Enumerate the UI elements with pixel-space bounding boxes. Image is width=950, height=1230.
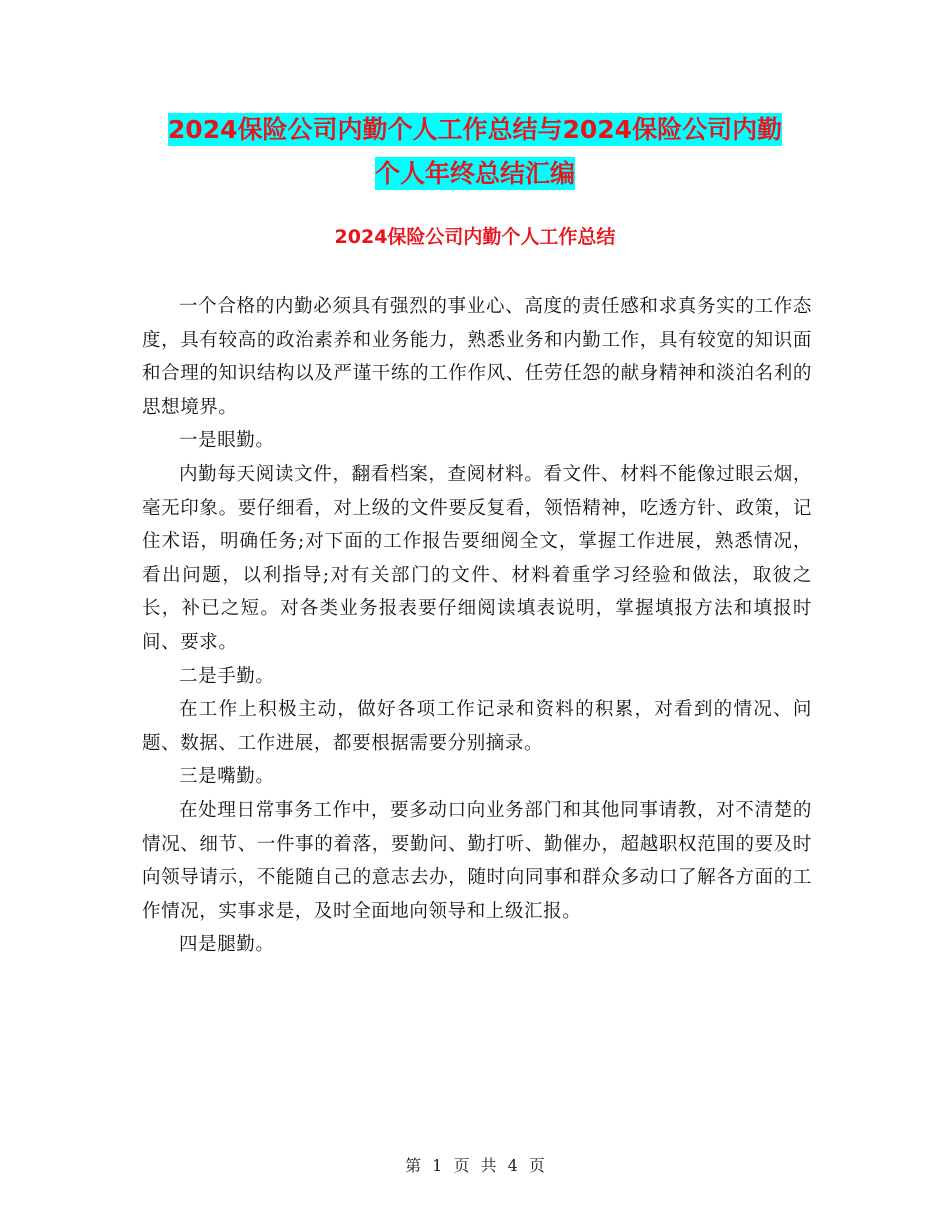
paragraph-heading-legs: 四是腿勤。 bbox=[179, 934, 275, 956]
paragraph-intro: 一个合格的内勤必须具有强烈的事业心、高度的责任感和求真务实的工作态度，具有较高的政治素养和业务能力，熟悉业务和内勤工作，具有较宽的知识面和合理的知识结构以及严谨干练的工作作风、任劳任怨的献身精神和淡泊名利的思想境界。 bbox=[142, 296, 812, 418]
section-heading: 2024保险公司内勤个人工作总结 bbox=[334, 226, 616, 248]
paragraph-heading-mouth: 三是嘴勤。 bbox=[179, 766, 275, 788]
document-title-line1: 2024保险公司内勤个人工作总结与2024保险公司内勤 bbox=[167, 115, 783, 144]
document-title-line2: 个人年终总结汇编 bbox=[374, 159, 575, 188]
page-number-footer: 第 1 页 共 4 页 bbox=[405, 1156, 545, 1175]
paragraph-mouth: 在处理日常事务工作中，要多动口向业务部门和其他同事请教，对不清楚的情况、细节、一件事的着落，要勤问、勤打听、勤催办，超越职权范围的要及时向领导请示，不能随自己的意志去办，随时向同事和群众多动口了解各方面的工作情况，实事求是，及时全面地向领导和上级汇报。 bbox=[142, 799, 812, 922]
document-title bbox=[0, 108, 950, 196]
document-body bbox=[142, 290, 812, 962]
paragraph-eyes: 内勤每天阅读文件，翻看档案，查阅材料。看文件、材料不能像过眼云烟，毫无印象。要仔细看，对上级的文件要反复看，领悟精神，吃透方针、政策，记住术语，明确任务;对下面的工作报告要细阅全文，掌握工作进展，熟悉情况，看出问题，以利指导;对有关部门的文件、材料着重学习经验和做法，取彼之长，补已之短。对各类业务报表要仔细阅读填表说明，掌握填报方法和填报时间、要求。 bbox=[142, 463, 812, 653]
paragraph-heading-hands: 二是手勤。 bbox=[179, 665, 275, 687]
paragraph-hands: 在工作上积极主动，做好各项工作记录和资料的积累，对看到的情况、问题、数据、工作进展，都要根据需要分别摘录。 bbox=[142, 699, 812, 754]
paragraph-heading-eyes: 一是眼勤。 bbox=[179, 430, 275, 452]
